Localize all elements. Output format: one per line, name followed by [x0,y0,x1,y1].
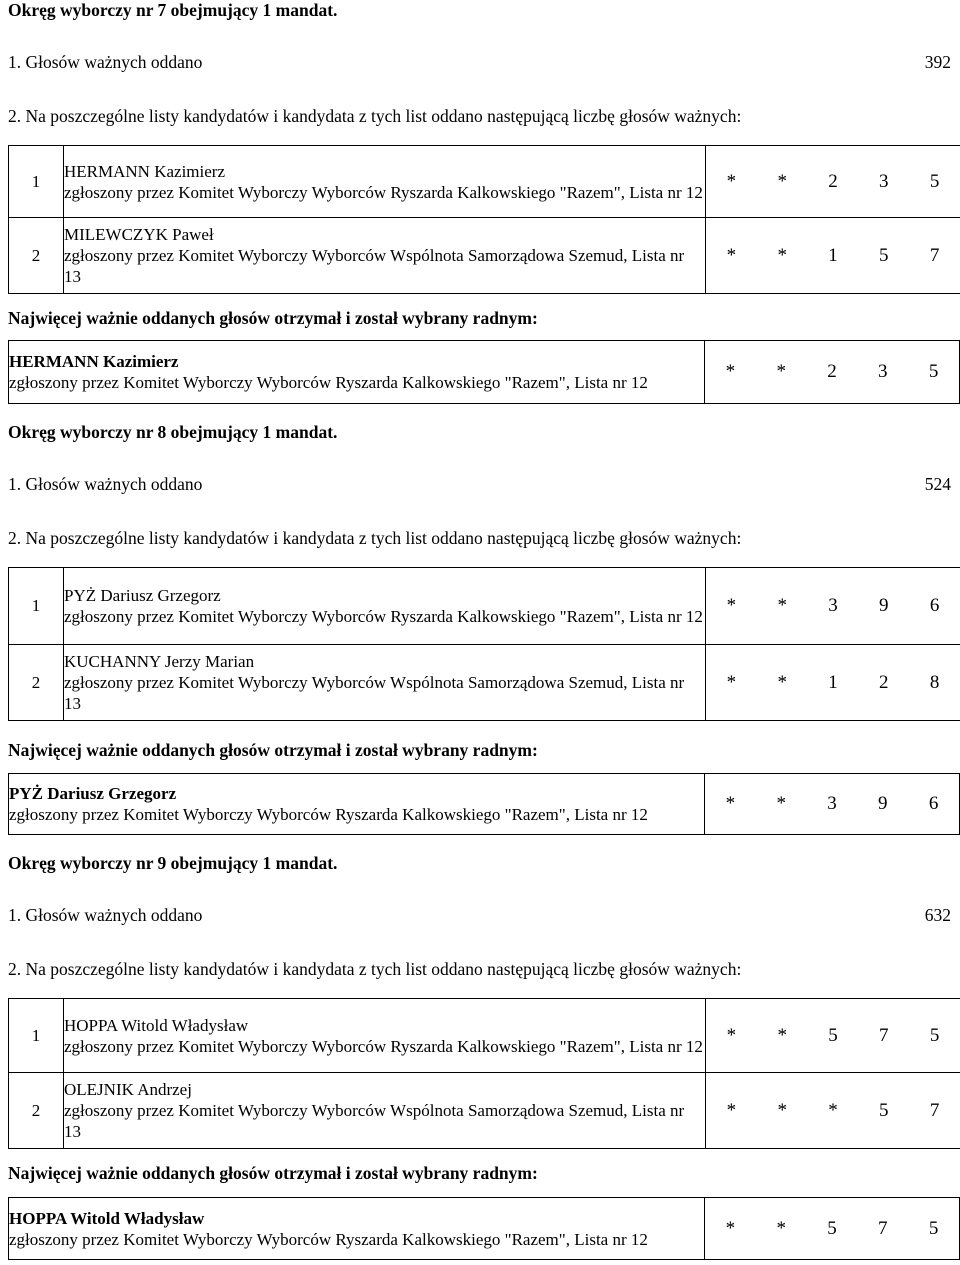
vote-digit: * [726,595,737,616]
candidate-committee: zgłoszony przez Komitet Wyborczy Wyborców Wspólnota Samorządowa Szemud, Lista nr 13 [64,246,685,286]
vote-digit: * [726,244,737,266]
vote-digits [705,341,960,404]
vote-digit: 5 [879,1099,889,1121]
candidate-name: PYŻ Dariusz Grzegorz [64,586,221,605]
vote-digits [706,146,960,218]
valid-votes-value: 632 [924,905,951,925]
vote-digit: 3 [828,595,838,616]
vote-digit: 6 [929,595,940,616]
district-title: Okręg wyborczy nr 8 obejmujący 1 mandat. [8,422,338,442]
vote-digit: 9 [878,793,888,814]
candidate-committee: zgłoszony przez Komitet Wyborczy Wyborców Wspólnota Samorządowa Szemud, Lista nr 13 [64,673,685,713]
candidate-name: HERMANN Kazimierz [64,161,225,181]
vote-digits [706,999,960,1073]
vote-digit: * [776,1217,786,1239]
valid-votes-label: 1. Głosów ważnych oddano [8,905,203,925]
vote-digit: 5 [828,1024,838,1046]
table-row [9,645,960,721]
candidate-name: KUCHANNY Jerzy Marian [64,652,255,671]
candidate-description [64,218,706,294]
vote-digit: * [726,170,737,192]
winner-name: HOPPA Witold Władysław [9,1208,205,1228]
winner-heading: Najwięcej ważnie oddanych głosów otrzymał i został wybrany radnym: [8,1163,538,1183]
vote-digit: * [777,170,787,192]
table-row [9,568,960,645]
table-row [9,218,960,294]
candidate-name: OLEJNIK Andrzej [64,1080,192,1099]
vote-digit: 2 [827,361,837,382]
vote-digit: 7 [929,1099,940,1121]
candidate-number: 2 [9,218,64,294]
candidate-description [64,999,706,1073]
valid-votes-label: 1. Głosów ważnych oddano [8,52,203,72]
winner-table [8,340,960,404]
table-row [9,1073,960,1149]
vote-digit: * [726,1099,737,1121]
vote-digit: 5 [929,1024,940,1046]
vote-digit: * [776,361,786,382]
winner-description [9,774,705,835]
vote-digit: 3 [878,361,888,382]
vote-digit: 7 [879,1024,889,1046]
district-title: Okręg wyborczy nr 7 obejmujący 1 mandat. [8,0,338,20]
vote-digit: * [777,1099,787,1121]
vote-digit: 6 [928,793,939,814]
valid-votes-label: 1. Głosów ważnych oddano [8,474,203,494]
valid-votes-row [8,52,951,76]
valid-votes-row [8,474,951,498]
vote-digit: * [726,1024,737,1046]
vote-digit: * [777,244,787,266]
candidate-description [64,645,706,721]
vote-digit: * [776,793,786,814]
table-row [9,774,960,835]
vote-digit: 5 [879,244,889,266]
table-row [9,341,960,404]
candidates-table [8,567,960,721]
vote-digits [706,568,960,645]
table-row [9,1198,960,1260]
table-row [9,999,960,1073]
vote-digits [706,645,960,721]
vote-digit: 7 [929,244,940,266]
vote-digit: * [726,671,737,693]
vote-digit: 7 [878,1217,888,1239]
vote-digit: 2 [828,170,838,192]
vote-digit: * [725,1217,736,1239]
vote-digit: * [777,1024,787,1046]
winner-name: HERMANN Kazimierz [9,352,179,371]
candidate-committee: zgłoszony przez Komitet Wyborczy Wyborców Wspólnota Samorządowa Szemud, Lista nr 13 [64,1101,685,1141]
candidate-number: 2 [9,645,64,721]
district-title: Okręg wyborczy nr 9 obejmujący 1 mandat. [8,853,338,873]
candidate-committee: zgłoszony przez Komitet Wyborczy Wyborców Ryszarda Kalkowskiego "Razem", Lista nr 12 [64,607,703,626]
winner-name: PYŻ Dariusz Grzegorz [9,784,177,803]
candidate-number: 2 [9,1073,64,1149]
candidate-number: 1 [9,999,64,1073]
vote-digits [705,774,960,835]
valid-votes-value: 524 [924,474,951,494]
vote-digits [705,1198,960,1260]
vote-digits [706,1073,960,1149]
candidate-description [64,146,706,218]
candidate-committee: zgłoszony przez Komitet Wyborczy Wyborców Ryszarda Kalkowskiego "Razem", Lista nr 12 [64,182,703,202]
vote-digit: 5 [929,170,940,192]
vote-digit: * [777,595,787,616]
valid-votes-value: 392 [924,52,951,72]
vote-digit: * [828,1099,838,1121]
winner-heading: Najwięcej ważnie oddanych głosów otrzymał i został wybrany radnym: [8,308,538,328]
vote-digit: 3 [827,793,837,814]
winner-table [8,1197,960,1260]
winner-committee: zgłoszony przez Komitet Wyborczy Wyborców Ryszarda Kalkowskiego "Razem", Lista nr 12 [9,373,648,392]
candidate-name: MILEWCZYK Paweł [64,225,214,244]
candidates-table [8,145,960,294]
vote-digit: 5 [827,1217,837,1239]
winner-description [9,341,705,404]
vote-digit: * [777,671,787,693]
vote-digit: 5 [928,361,939,382]
winner-description [9,1198,705,1260]
vote-digit: 3 [879,170,889,192]
candidate-number: 1 [9,146,64,218]
list-votes-intro: 2. Na poszczególne listy kandydatów i kandydata z tych list oddano następującą liczbę głosów ważnych: [8,528,742,548]
vote-digit: * [725,793,736,814]
winner-table [8,773,960,835]
table-row [9,146,960,218]
list-votes-intro: 2. Na poszczególne listy kandydatów i kandydata z tych list oddano następującą liczbę głosów ważnych: [8,106,742,126]
vote-digit: 9 [879,595,889,616]
vote-digit: * [725,361,736,382]
candidates-table [8,998,960,1149]
candidate-description [64,1073,706,1149]
vote-digit: 8 [929,671,940,693]
vote-digit: 1 [828,671,838,693]
candidate-name: HOPPA Witold Władysław [64,1015,249,1035]
valid-votes-row [8,905,951,929]
list-votes-intro: 2. Na poszczególne listy kandydatów i kandydata z tych list oddano następującą liczbę głosów ważnych: [8,959,742,979]
vote-digit: 5 [928,1217,939,1239]
vote-digit: 1 [828,244,838,266]
candidate-number: 1 [9,568,64,645]
vote-digits [706,218,960,294]
winner-committee: zgłoszony przez Komitet Wyborczy Wyborców Ryszarda Kalkowskiego "Razem", Lista nr 12 [9,1229,648,1249]
candidate-description [64,568,706,645]
candidate-committee: zgłoszony przez Komitet Wyborczy Wyborców Ryszarda Kalkowskiego "Razem", Lista nr 12 [64,1036,703,1056]
winner-heading: Najwięcej ważnie oddanych głosów otrzymał i został wybrany radnym: [8,740,538,760]
vote-digit: 2 [879,671,889,693]
winner-committee: zgłoszony przez Komitet Wyborczy Wyborców Ryszarda Kalkowskiego "Razem", Lista nr 12 [9,805,648,824]
